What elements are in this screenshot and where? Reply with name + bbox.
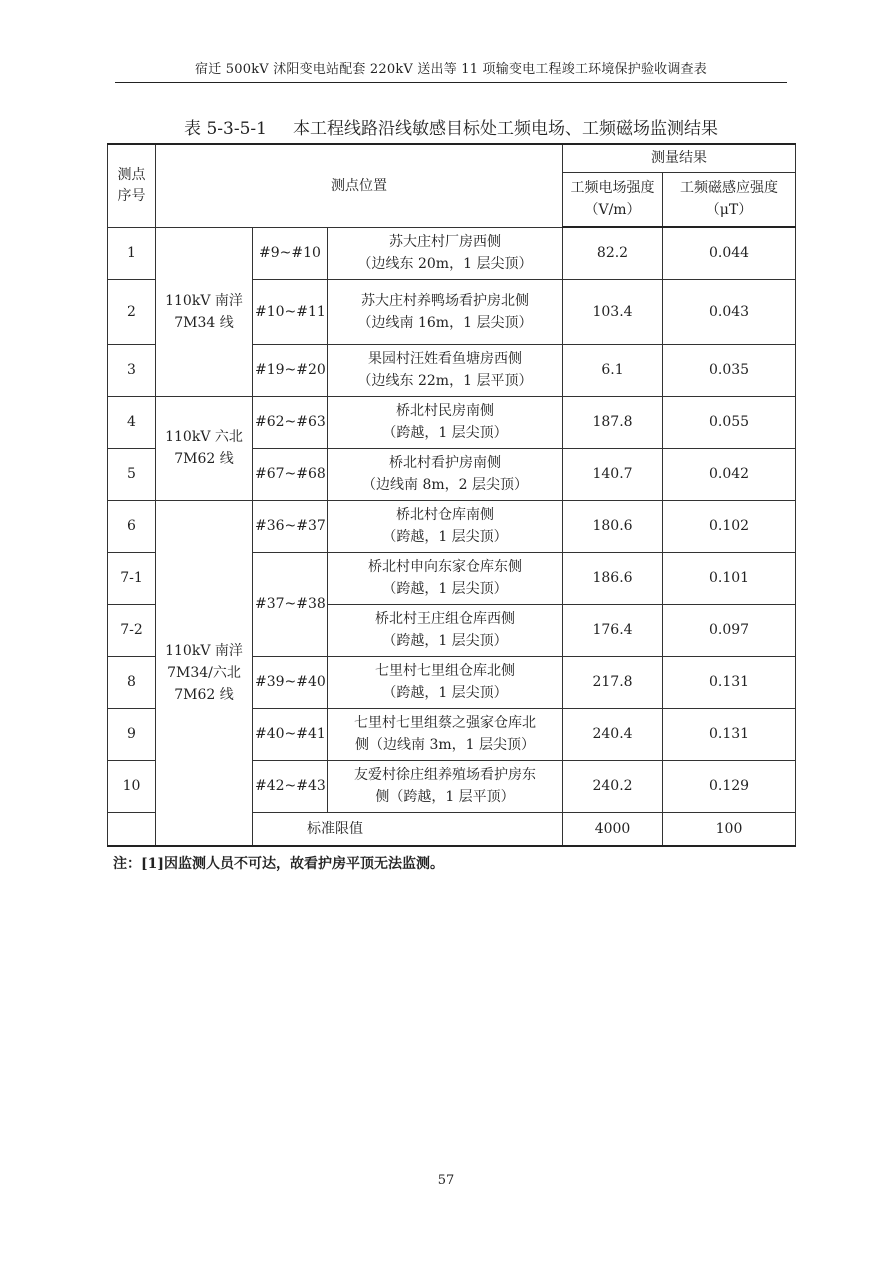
table-row (108, 500, 796, 552)
row-location-detail: （跨越，1 层尖顶） (382, 425, 508, 441)
row-efield: 217.8 (563, 656, 663, 708)
row-span: #62~#63 (253, 396, 328, 448)
row-span: #39~#40 (253, 656, 328, 708)
table-title: 本工程线路沿线敏感目标处工频电场、工频磁场监测结果 (292, 119, 718, 139)
monitoring-results-table (107, 143, 796, 847)
row-mfield: 0.035 (663, 344, 796, 396)
row-location-detail: 侧（边线南 3m，1 层尖顶） (355, 737, 535, 753)
row-span: #36~#37 (253, 500, 328, 552)
row-mfield: 0.102 (663, 500, 796, 552)
row-efield: 187.8 (563, 396, 663, 448)
limit-row (108, 812, 796, 846)
row-location (328, 708, 563, 760)
row-seq: 10 (108, 760, 156, 812)
row-efield: 103.4 (563, 279, 663, 344)
row-span: #10~#11 (253, 279, 328, 344)
line-name (156, 396, 253, 500)
row-location-name: 果园村汪姓看鱼塘房西侧 (368, 351, 522, 367)
header-mfield-label: 工频磁感应强度 (680, 180, 779, 197)
row-location (328, 760, 563, 812)
row-span: #37~#38 (253, 552, 328, 656)
line-name-text: 110kV 南洋 7M34 线 (165, 292, 243, 331)
row-location (328, 344, 563, 396)
row-location-detail: （跨越，1 层尖顶） (382, 529, 508, 545)
table-number: 表 5-3-5-1 (184, 119, 267, 139)
row-mfield: 0.044 (663, 227, 796, 279)
line-name-text: 110kV 南洋 7M34/六北 7M62 线 (165, 642, 243, 703)
row-efield: 186.6 (563, 552, 663, 604)
line-name (156, 500, 253, 846)
row-location-name: 苏大庄村养鸭场看护房北侧 (361, 292, 529, 309)
row-span: #9~#10 (253, 227, 328, 279)
row-location-detail: （边线南 8m，2 层尖顶） (362, 477, 528, 493)
row-mfield: 0.131 (663, 708, 796, 760)
header-seq-text: 测点序号 (117, 166, 146, 204)
row-location-name: 桥北村仓库南侧 (396, 507, 494, 523)
row-span: #42~#43 (253, 760, 328, 812)
limit-efield: 4000 (563, 812, 663, 846)
row-location (328, 604, 563, 656)
row-location-name: 七里村七里组蔡之强家仓库北 (354, 715, 536, 731)
row-location (328, 552, 563, 604)
row-location-name: 桥北村看护房南侧 (389, 455, 501, 471)
table-row (108, 227, 796, 279)
line-name (156, 227, 253, 396)
row-location-name: 七里村七里组仓库北侧 (375, 663, 515, 679)
row-mfield: 0.101 (663, 552, 796, 604)
row-location (328, 656, 563, 708)
line-name-text: 110kV 六北 7M62 线 (165, 429, 243, 467)
row-mfield: 0.129 (663, 760, 796, 812)
row-seq: 7-1 (108, 552, 156, 604)
page-number: 57 (437, 1173, 455, 1188)
header-efield-label: 工频电场强度 (570, 180, 655, 197)
row-location-name: 苏大庄村厂房西侧 (389, 234, 501, 250)
row-seq: 1 (108, 227, 156, 279)
row-seq: 4 (108, 396, 156, 448)
row-seq: 8 (108, 656, 156, 708)
row-location-name: 友爱村徐庄组养殖场看护房东 (354, 767, 536, 783)
row-efield: 240.2 (563, 760, 663, 812)
row-seq: 3 (108, 344, 156, 396)
row-seq: 9 (108, 708, 156, 760)
header-rule (115, 82, 787, 83)
row-mfield: 0.055 (663, 396, 796, 448)
row-location-name: 桥北村王庄组仓库西侧 (375, 611, 515, 627)
row-span: #19~#20 (253, 344, 328, 396)
header-result: 测量结果 (563, 144, 796, 172)
row-efield: 82.2 (563, 227, 663, 279)
row-efield: 180.6 (563, 500, 663, 552)
row-location (328, 396, 563, 448)
row-seq: 6 (108, 500, 156, 552)
limit-mfield: 100 (663, 812, 796, 846)
row-span: #40~#41 (253, 708, 328, 760)
table-note: 注：[1]因监测人员不可达，故看护房平顶无法监测。 (113, 856, 444, 872)
row-location (328, 448, 563, 500)
row-mfield: 0.131 (663, 656, 796, 708)
row-seq: 7-2 (108, 604, 156, 656)
row-efield: 6.1 (563, 344, 663, 396)
row-efield: 140.7 (563, 448, 663, 500)
row-efield: 240.4 (563, 708, 663, 760)
row-mfield: 0.097 (663, 604, 796, 656)
row-location-detail: （边线南 16m，1 层尖顶） (357, 314, 533, 331)
row-efield: 176.4 (563, 604, 663, 656)
limit-label: 标准限值 (108, 812, 563, 846)
row-span: #67~#68 (253, 448, 328, 500)
row-mfield: 0.042 (663, 448, 796, 500)
row-location-detail: （跨越，1 层尖顶） (382, 685, 508, 701)
row-location-detail: （跨越，1 层尖顶） (382, 581, 508, 597)
row-mfield: 0.043 (663, 279, 796, 344)
table-row (108, 396, 796, 448)
header-mfield-unit: （μT） (705, 202, 753, 219)
header-efield-unit: （V/m） (584, 202, 641, 219)
row-location-detail: （边线东 20m，1 层尖顶） (357, 256, 533, 272)
document-header: 宿迁 500kV 沭阳变电站配套 220kV 送出等 11 项输变电工程竣工环境保护验收调查表 (195, 62, 707, 77)
header-location: 测点位置 (156, 144, 563, 227)
row-location-detail: （边线东 22m，1 层平顶） (357, 373, 533, 389)
header-efield (563, 172, 663, 227)
table-caption (107, 114, 795, 139)
row-seq: 5 (108, 448, 156, 500)
row-location (328, 279, 563, 344)
row-seq: 2 (108, 279, 156, 344)
row-location (328, 227, 563, 279)
row-location-detail: 侧（跨越，1 层平顶） (375, 789, 515, 805)
row-location-name: 桥北村申向东家仓库东侧 (368, 559, 522, 575)
row-location-name: 桥北村民房南侧 (396, 403, 494, 419)
header-mfield (663, 172, 796, 227)
row-location-detail: （跨越，1 层尖顶） (382, 633, 508, 649)
header-seq (108, 144, 156, 227)
row-location (328, 500, 563, 552)
